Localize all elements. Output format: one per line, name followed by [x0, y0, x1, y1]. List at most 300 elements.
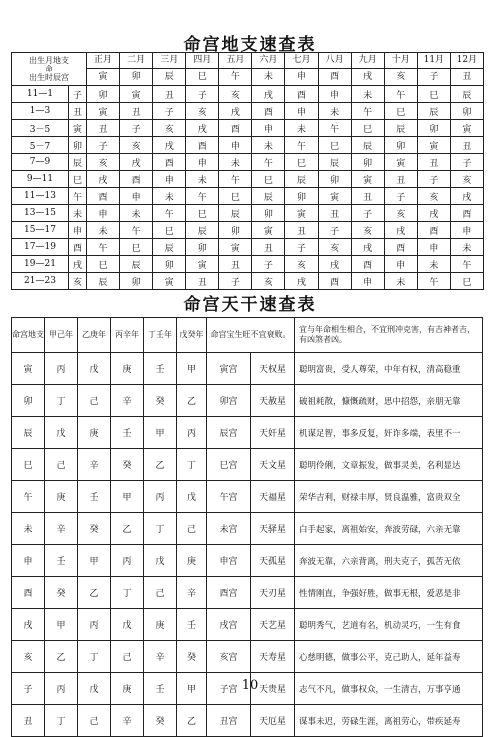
month-branch: 辰 — [164, 72, 174, 82]
table-cell: 午 — [417, 273, 450, 290]
table-cell: 丑 — [219, 256, 252, 273]
table-cell: 未 — [351, 86, 384, 103]
stem-cell: 甲 — [144, 417, 177, 449]
month-label: 十月 — [385, 53, 417, 69]
table-cell: 辰 — [87, 273, 120, 290]
stem-cell: 癸 — [144, 385, 177, 417]
star-name: 天寿星 — [251, 641, 295, 673]
time-range: 21—23 — [12, 273, 69, 290]
star-name: 天驿星 — [251, 513, 295, 545]
stem-cell: 乙 — [78, 577, 111, 609]
stem-cell: 甲 — [177, 353, 207, 385]
table-cell: 巳 — [252, 171, 285, 188]
month-label: 八月 — [319, 53, 351, 69]
table-cell: 亥 — [219, 86, 252, 103]
table-cell: 巳 — [219, 188, 252, 205]
palace-description: 聪明秀气，艺道有名，机动灵巧，一生有食 — [295, 609, 483, 641]
star-name: 天赦星 — [251, 385, 295, 417]
month-label: 六月 — [252, 53, 284, 69]
table-cell: 寅 — [219, 239, 252, 256]
stem-cell: 庚 — [144, 609, 177, 641]
month-header — [384, 53, 417, 86]
table-cell: 午 — [285, 137, 318, 154]
table-row — [12, 449, 483, 481]
hour-branch: 巳 — [69, 171, 87, 188]
hour-branch: 辰 — [69, 154, 87, 171]
table2-title: 命宫天干速查表 — [183, 295, 317, 315]
palace-name: 巳宫 — [207, 449, 251, 481]
table-cell: 戌 — [153, 137, 186, 154]
table-cell: 未 — [186, 171, 219, 188]
table-cell: 卯 — [87, 86, 120, 103]
palace-description: 谋事未迟，劳碌生涯，离祖劳心，带疾延寿 — [295, 705, 483, 737]
month-header — [450, 53, 483, 86]
table-row — [12, 577, 483, 609]
table-cell: 巳 — [351, 120, 384, 137]
palace-name: 申宫 — [207, 545, 251, 577]
star-name: 天孤星 — [251, 545, 295, 577]
stem-cell: 乙 — [177, 385, 207, 417]
table-cell: 辰 — [351, 137, 384, 154]
table-cell: 辰 — [318, 154, 351, 171]
table-cell: 寅 — [384, 154, 417, 171]
table-cell: 丑 — [87, 120, 120, 137]
table-cell: 亥 — [450, 171, 483, 188]
hour-branch: 戌 — [69, 256, 87, 273]
table-cell: 丑 — [351, 188, 384, 205]
stem-cell: 丁 — [45, 705, 78, 737]
month-label: 四月 — [186, 53, 218, 69]
table-cell: 申 — [219, 137, 252, 154]
stem-cell: 戊 — [45, 417, 78, 449]
header-bing-xin: 丙辛年 — [111, 318, 144, 353]
header-yi-geng: 乙庚年 — [78, 318, 111, 353]
palace-branch: 酉 — [12, 577, 45, 609]
table-cell: 丑 — [417, 154, 450, 171]
stem-cell: 癸 — [111, 449, 144, 481]
time-range: 11—13 — [12, 188, 69, 205]
table-cell: 亥 — [186, 103, 219, 120]
table-cell: 申 — [318, 86, 351, 103]
table-cell: 午 — [318, 120, 351, 137]
stem-cell: 辛 — [144, 641, 177, 673]
stem-cell: 甲 — [177, 673, 207, 705]
palace-name: 辰宫 — [207, 417, 251, 449]
stem-cell: 乙 — [144, 449, 177, 481]
table-cell: 卯 — [384, 137, 417, 154]
table-cell: 子 — [219, 273, 252, 290]
month-branch: 子 — [429, 72, 439, 82]
stem-cell: 丁 — [45, 385, 78, 417]
table-cell: 未 — [252, 137, 285, 154]
table-cell: 丑 — [450, 137, 483, 154]
stem-cell: 戊 — [78, 353, 111, 385]
palace-branch: 卯 — [12, 385, 45, 417]
palace-description: 奔波无靠，六亲背离，刑夫克子，孤苦无依 — [295, 545, 483, 577]
table-cell: 寅 — [120, 86, 153, 103]
table-cell: 辰 — [186, 222, 219, 239]
stem-cell: 丙 — [45, 673, 78, 705]
stem-cell: 壬 — [144, 673, 177, 705]
time-range: 5－7 — [12, 137, 69, 154]
table-cell: 辰 — [252, 188, 285, 205]
stem-cell: 壬 — [177, 609, 207, 641]
table-cell: 寅 — [450, 120, 483, 137]
table-cell: 戌 — [450, 188, 483, 205]
table-row — [12, 256, 484, 273]
star-name: 天文星 — [251, 449, 295, 481]
month-label: 12月 — [451, 53, 483, 69]
month-branch: 卯 — [131, 72, 141, 82]
month-branch: 未 — [263, 72, 273, 82]
table-cell: 巳 — [186, 205, 219, 222]
table-cell: 辰 — [153, 239, 186, 256]
table-cell: 寅 — [186, 256, 219, 273]
stem-cell: 壬 — [111, 417, 144, 449]
table-row — [12, 239, 484, 256]
stem-cell: 丙 — [177, 417, 207, 449]
table-cell: 酉 — [417, 222, 450, 239]
table-cell: 亥 — [87, 154, 120, 171]
table-cell: 酉 — [450, 205, 483, 222]
time-range: 11—1 — [12, 86, 69, 103]
table-row — [12, 641, 483, 673]
month-branch: 戌 — [363, 72, 373, 82]
table-cell: 午 — [87, 239, 120, 256]
table1-corner-cell — [12, 53, 87, 86]
table-row — [12, 353, 483, 385]
table-cell: 亥 — [351, 222, 384, 239]
stem-cell: 戊 — [78, 673, 111, 705]
hour-branch: 亥 — [69, 273, 87, 290]
table-cell: 子 — [87, 137, 120, 154]
table-cell: 午 — [351, 103, 384, 120]
stem-cell: 癸 — [45, 577, 78, 609]
palace-branch: 午 — [12, 481, 45, 513]
stem-cell: 壬 — [45, 545, 78, 577]
table-row — [12, 188, 484, 205]
table-cell: 酉 — [318, 273, 351, 290]
table-cell: 辰 — [384, 120, 417, 137]
time-range: 9—11 — [12, 171, 69, 188]
table-cell: 午 — [186, 188, 219, 205]
stem-cell: 戊 — [177, 481, 207, 513]
palace-description: 破祖耗散，慷慨疏财，思中招怨，亲朋无靠 — [295, 385, 483, 417]
table-cell: 寅 — [351, 171, 384, 188]
palace-branch: 戌 — [12, 609, 45, 641]
palace-description: 聪明伶俐，文章振发，做事灵美，名利显达 — [295, 449, 483, 481]
month-label: 九月 — [352, 53, 384, 69]
table-cell: 申 — [285, 103, 318, 120]
table-cell: 戌 — [351, 239, 384, 256]
table-cell: 巳 — [285, 154, 318, 171]
table-cell: 寅 — [153, 273, 186, 290]
table-row — [12, 205, 484, 222]
hour-branch: 寅 — [69, 120, 87, 137]
palace-name: 寅宫 — [207, 353, 251, 385]
table-cell: 申 — [450, 222, 483, 239]
palace-name: 午宫 — [207, 481, 251, 513]
stem-cell: 庚 — [111, 673, 144, 705]
table-row — [12, 513, 483, 545]
table-cell: 卯 — [417, 120, 450, 137]
table-cell: 卯 — [120, 273, 153, 290]
palace-description: 志气不凡，做事权众，一生清吉，万事亨通 — [295, 673, 483, 705]
month-header — [120, 53, 153, 86]
table-cell: 卯 — [318, 171, 351, 188]
table-cell: 丑 — [120, 103, 153, 120]
hour-branch: 卯 — [69, 137, 87, 154]
table-cell: 巳 — [450, 273, 483, 290]
table-cell: 亥 — [318, 239, 351, 256]
table-cell: 丑 — [186, 273, 219, 290]
table-row — [12, 222, 484, 239]
stem-cell: 庚 — [78, 417, 111, 449]
table-cell: 辰 — [219, 205, 252, 222]
table-cell: 辰 — [285, 171, 318, 188]
month-label: 五月 — [219, 53, 251, 69]
table-row — [12, 103, 484, 120]
table-cell: 酉 — [252, 103, 285, 120]
stem-cell: 癸 — [78, 513, 111, 545]
table-cell: 午 — [252, 154, 285, 171]
table-cell: 戌 — [186, 120, 219, 137]
table-cell: 子 — [318, 222, 351, 239]
table-cell: 卯 — [186, 239, 219, 256]
time-range: 3－5 — [12, 120, 69, 137]
table-cell: 午 — [384, 86, 417, 103]
table-cell: 丑 — [285, 222, 318, 239]
table-cell: 未 — [318, 103, 351, 120]
time-range: 15—17 — [12, 222, 69, 239]
month-label: 二月 — [120, 53, 152, 69]
table-cell: 亥 — [120, 137, 153, 154]
table-cell: 丑 — [318, 205, 351, 222]
hour-branch: 酉 — [69, 239, 87, 256]
stem-cell: 辛 — [111, 705, 144, 737]
table-cell: 酉 — [120, 171, 153, 188]
table-cell: 寅 — [252, 222, 285, 239]
table-row — [12, 417, 483, 449]
table-cell: 申 — [252, 120, 285, 137]
palace-description: 机谋足智，事多反复，奸诈多端，表里不一 — [295, 417, 483, 449]
stem-cell: 乙 — [177, 705, 207, 737]
table-row — [12, 154, 484, 171]
month-branch: 亥 — [396, 72, 406, 82]
table-cell: 辰 — [450, 86, 483, 103]
table-cell: 戌 — [120, 154, 153, 171]
time-range: 13—15 — [12, 205, 69, 222]
table-cell: 酉 — [186, 137, 219, 154]
palace-name: 子宫 — [207, 673, 251, 705]
table-cell: 巳 — [153, 222, 186, 239]
palace-name: 丑宫 — [207, 705, 251, 737]
palace-name: 未宫 — [207, 513, 251, 545]
page-number: 10 — [241, 678, 259, 693]
table-cell: 子 — [384, 188, 417, 205]
table-cell: 申 — [87, 205, 120, 222]
palace-branch: 亥 — [12, 641, 45, 673]
stem-lookup-table — [11, 317, 483, 737]
stem-cell: 辛 — [78, 449, 111, 481]
time-range: 19—21 — [12, 256, 69, 273]
palace-description: 聪明富贵，受人尊荣，中年有权，清高稳重 — [295, 353, 483, 385]
month-header — [417, 53, 450, 86]
table2-header-row — [12, 318, 483, 353]
table-cell: 酉 — [384, 239, 417, 256]
table-cell: 戌 — [87, 171, 120, 188]
stem-cell: 辛 — [177, 577, 207, 609]
table-cell: 申 — [186, 154, 219, 171]
stem-cell: 辛 — [45, 513, 78, 545]
table-cell: 酉 — [351, 256, 384, 273]
stem-cell: 庚 — [45, 481, 78, 513]
stem-cell: 壬 — [144, 353, 177, 385]
stem-cell: 辛 — [111, 385, 144, 417]
stem-cell: 壬 — [78, 481, 111, 513]
table-cell: 戌 — [285, 273, 318, 290]
hour-branch: 午 — [69, 188, 87, 205]
table-row — [12, 385, 483, 417]
hour-branch: 申 — [69, 222, 87, 239]
corner-palace-label: 命 — [45, 64, 53, 73]
table-cell: 申 — [351, 273, 384, 290]
stem-cell: 庚 — [111, 353, 144, 385]
star-name: 天权星 — [251, 353, 295, 385]
table-cell: 寅 — [318, 188, 351, 205]
table-row — [12, 171, 484, 188]
table-cell: 未 — [153, 188, 186, 205]
stem-cell: 丁 — [111, 577, 144, 609]
stem-cell: 丁 — [177, 449, 207, 481]
table-cell: 申 — [153, 171, 186, 188]
table-cell: 午 — [153, 205, 186, 222]
table-cell: 子 — [285, 239, 318, 256]
stem-cell: 丙 — [45, 353, 78, 385]
month-header — [186, 53, 219, 86]
table-cell: 亥 — [384, 205, 417, 222]
star-name: 天艺星 — [251, 609, 295, 641]
table-cell: 卯 — [285, 188, 318, 205]
table-cell: 辰 — [120, 256, 153, 273]
table-cell: 未 — [120, 205, 153, 222]
table-cell: 亥 — [153, 120, 186, 137]
table-cell: 子 — [450, 154, 483, 171]
table-row — [12, 481, 483, 513]
stem-cell: 甲 — [45, 609, 78, 641]
table-cell: 卯 — [153, 256, 186, 273]
table-cell: 寅 — [87, 103, 120, 120]
stem-cell: 癸 — [144, 705, 177, 737]
stem-cell: 庚 — [177, 545, 207, 577]
table-cell: 亥 — [417, 188, 450, 205]
table-cell: 巳 — [384, 103, 417, 120]
stem-cell: 戊 — [111, 609, 144, 641]
stem-cell: 癸 — [177, 641, 207, 673]
table-cell: 子 — [417, 171, 450, 188]
palace-description: 白手起家，离祖始安，奔波劳碌，六亲无靠 — [295, 513, 483, 545]
month-header — [219, 53, 252, 86]
table-cell: 卯 — [351, 154, 384, 171]
table-row — [12, 609, 483, 641]
star-name: 天刃星 — [251, 577, 295, 609]
hour-branch: 未 — [69, 205, 87, 222]
table-cell: 戌 — [417, 205, 450, 222]
month-branch: 丑 — [462, 72, 472, 82]
table-row — [12, 120, 484, 137]
month-header — [351, 53, 384, 86]
table-cell: 未 — [450, 239, 483, 256]
table1-header-row — [12, 53, 484, 86]
table-cell: 卯 — [252, 205, 285, 222]
month-branch: 申 — [297, 72, 307, 82]
table-cell: 酉 — [87, 188, 120, 205]
table1-title: 命宫地支速查表 — [183, 35, 317, 55]
palace-description: 性情刚直，争强好胜，做事无根，爱恶是非 — [295, 577, 483, 609]
stem-cell: 乙 — [111, 513, 144, 545]
month-label: 七月 — [285, 53, 317, 69]
corner-time-label: 出生时辰宫 — [29, 72, 69, 82]
palace-name: 酉宫 — [207, 577, 251, 609]
stem-cell: 己 — [111, 641, 144, 673]
stem-cell: 戊 — [144, 545, 177, 577]
time-range: 17—19 — [12, 239, 69, 256]
star-name: 天厄星 — [251, 705, 295, 737]
month-header — [318, 53, 351, 86]
table-cell: 巳 — [87, 256, 120, 273]
table-cell: 未 — [384, 273, 417, 290]
table-cell: 未 — [417, 256, 450, 273]
palace-branch: 丑 — [12, 705, 45, 737]
table-cell: 子 — [153, 103, 186, 120]
branch-lookup-table — [11, 52, 484, 290]
stem-cell: 己 — [78, 705, 111, 737]
palace-branch: 未 — [12, 513, 45, 545]
table-cell: 申 — [120, 188, 153, 205]
table-cell: 酉 — [285, 86, 318, 103]
header-note-1: 命宫宝生旺不宜衰败。 — [207, 318, 295, 353]
table-cell: 子 — [120, 120, 153, 137]
table-row — [12, 273, 484, 290]
month-label: 11月 — [418, 53, 450, 69]
palace-name: 亥宫 — [207, 641, 251, 673]
table-cell: 巳 — [417, 86, 450, 103]
table-cell: 亥 — [285, 256, 318, 273]
time-range: 1—3 — [12, 103, 69, 120]
table-row — [12, 705, 483, 737]
table-row — [12, 137, 484, 154]
month-header — [153, 53, 186, 86]
table-cell: 戌 — [318, 256, 351, 273]
star-name: 天贵星 — [251, 673, 295, 705]
stem-cell: 己 — [78, 385, 111, 417]
stem-cell: 丁 — [78, 641, 111, 673]
table-cell: 巳 — [318, 137, 351, 154]
palace-name: 卯宫 — [207, 385, 251, 417]
month-label: 正月 — [87, 53, 119, 69]
palace-description: 荣华吉利，财禄丰厚，贤良温雅，富贵双全 — [295, 481, 483, 513]
table-cell: 丑 — [252, 239, 285, 256]
stem-cell: 乙 — [45, 641, 78, 673]
star-name: 天奸星 — [251, 417, 295, 449]
header-palace-branch: 命宫地支 — [12, 318, 45, 353]
header-note-2: 宜与年命相生相合，不宜刑冲克害，有吉神者吉，有凶煞者凶。 — [295, 318, 483, 353]
month-branch: 巳 — [197, 72, 207, 82]
table-cell: 卯 — [450, 103, 483, 120]
palace-branch: 申 — [12, 545, 45, 577]
table-cell: 丑 — [384, 171, 417, 188]
table-cell: 午 — [120, 222, 153, 239]
